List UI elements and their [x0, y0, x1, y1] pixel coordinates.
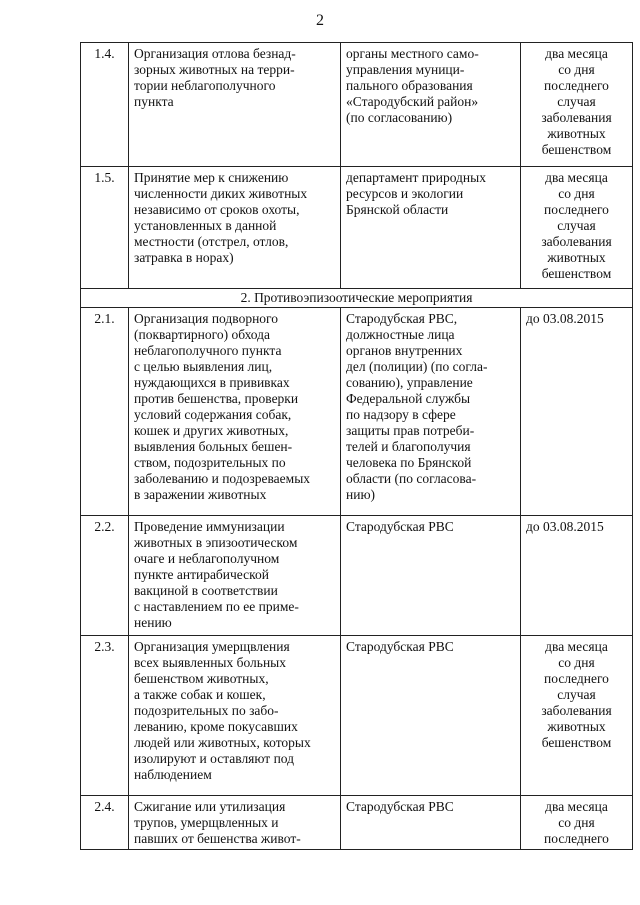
item-number-line: 2.3. [94, 639, 115, 654]
action-cell-line: с целью выявления лиц, [134, 359, 273, 374]
action-cell-line: неблагополучного пункта [134, 343, 282, 358]
deadline-cell-line: случая [557, 218, 596, 233]
action-cell-line: затравка в норах) [134, 250, 234, 265]
responsible-cell-line: департамент природных [346, 170, 486, 185]
responsible-cell-line: должностные лица [346, 327, 455, 342]
responsible-cell-line: телей и благополучия [346, 439, 471, 454]
action-cell-line: численности диких животных [134, 186, 308, 201]
action-cell-line: очаге и неблагополучном [134, 551, 280, 566]
action-cell-line: нению [134, 615, 172, 630]
responsible-cell [341, 43, 521, 167]
action-cell-line: подозрительных по забо- [134, 703, 279, 718]
responsible-cell-line: (по согласованию) [346, 110, 453, 125]
action-cell-line: независимо от сроков охоты, [134, 202, 300, 217]
deadline-cell [521, 796, 633, 850]
action-cell-line: заболеванию и подозреваемых [134, 471, 311, 486]
action-cell-line: условий содержания собак, [134, 407, 292, 422]
table-row [81, 167, 633, 289]
deadline-cell-line: до 03.08.2015 [526, 519, 604, 534]
responsible-cell-line: органы местного само- [346, 46, 479, 61]
action-cell [129, 308, 341, 516]
responsible-cell-line: Федеральной службы [346, 391, 471, 406]
deadline-cell-line: случая [557, 687, 596, 702]
measures-table [80, 42, 633, 850]
action-cell-line: кошек и других животных, [134, 423, 289, 438]
responsible-cell-line: Стародубская РВС, [346, 311, 458, 326]
item-number-line: 2.2. [94, 519, 115, 534]
action-cell-line: местности (отстрел, отлов, [134, 234, 289, 249]
action-cell-line: Организация умерщвления [134, 639, 290, 654]
responsible-cell-line: Брянской области [346, 202, 449, 217]
action-cell-line: (поквартирного) обхода [134, 327, 271, 342]
responsible-cell [341, 636, 521, 796]
deadline-cell-line: заболевания [541, 703, 612, 718]
action-cell-line: зорных животных на терри- [134, 62, 295, 77]
table-row [81, 43, 633, 167]
table-row [81, 308, 633, 516]
action-cell-line: изолируют и оставляют под [134, 751, 295, 766]
action-cell-line: пункта [134, 94, 174, 109]
responsible-cell-line: «Стародубский район» [346, 94, 479, 109]
item-number-line: 1.4. [94, 46, 115, 61]
section-title: 2. Противоэпизоотические мероприятия [81, 289, 633, 308]
action-cell-line: Сжигание или утилизация [134, 799, 286, 814]
action-cell-line: трупов, умерщвленных и [134, 815, 279, 830]
deadline-cell-line: заболевания [541, 234, 612, 249]
action-cell-line: Организация отлова безнад- [134, 46, 296, 61]
action-cell-line: Проведение иммунизации [134, 519, 285, 534]
responsible-cell [341, 167, 521, 289]
responsible-cell-line: дел (полиции) (по согла- [346, 359, 488, 374]
responsible-cell [341, 796, 521, 850]
deadline-cell-line: со дня [558, 655, 595, 670]
deadline-cell-line: последнего [544, 78, 609, 93]
deadline-cell [521, 43, 633, 167]
action-cell-line: ством, подозрительных по [134, 455, 286, 470]
action-cell-line: с наставлением по ее приме- [134, 599, 299, 614]
responsible-cell-line: нию) [346, 487, 376, 502]
action-cell-line: против бешенства, проверки [134, 391, 299, 406]
item-number-line: 2.1. [94, 311, 115, 326]
table-row [81, 516, 633, 636]
responsible-cell-line: защиты прав потреби- [346, 423, 475, 438]
deadline-cell-line: со дня [558, 186, 595, 201]
section2-rows [81, 308, 633, 850]
action-cell [129, 43, 341, 167]
responsible-cell-line: органов внутренних [346, 343, 463, 358]
action-cell-line: всех выявленных больных [134, 655, 286, 670]
responsible-cell [341, 308, 521, 516]
action-cell-line: Принятие мер к снижению [134, 170, 289, 185]
item-number-line: 2.4. [94, 799, 115, 814]
action-cell-line: наблюдением [134, 767, 212, 782]
table-row [81, 636, 633, 796]
deadline-cell-line: со дня [558, 815, 595, 830]
deadline-cell-line: до 03.08.2015 [526, 311, 604, 326]
item-number [81, 308, 129, 516]
deadline-cell-line: животных [547, 719, 606, 734]
action-cell-line: выявления больных бешен- [134, 439, 293, 454]
item-number [81, 636, 129, 796]
deadline-cell-line: случая [557, 94, 596, 109]
responsible-cell-line: Стародубская РВС [346, 799, 454, 814]
responsible-cell-line: Стародубская РВС [346, 519, 454, 534]
action-cell [129, 516, 341, 636]
action-cell-line: нуждающихся в прививках [134, 375, 290, 390]
action-cell-line: пункте антирабической [134, 567, 269, 582]
deadline-cell-line: два месяца [545, 46, 608, 61]
item-number [81, 796, 129, 850]
section-header-row [81, 289, 633, 308]
deadline-cell-line: бешенством [541, 142, 612, 157]
deadline-cell [521, 516, 633, 636]
action-cell-line: в заражении животных [134, 487, 267, 502]
deadline-cell-line: последнего [544, 831, 609, 846]
action-cell [129, 167, 341, 289]
deadline-cell-line: два месяца [545, 639, 608, 654]
action-cell-line: установленных в данной [134, 218, 277, 233]
action-cell [129, 796, 341, 850]
action-cell-line: людей или животных, которых [134, 735, 311, 750]
deadline-cell [521, 636, 633, 796]
deadline-cell-line: животных [547, 250, 606, 265]
item-number-line: 1.5. [94, 170, 115, 185]
item-number [81, 167, 129, 289]
deadline-cell [521, 308, 633, 516]
item-number [81, 43, 129, 167]
action-cell-line: бешенством животных, [134, 671, 269, 686]
table-row [81, 796, 633, 850]
deadline-cell [521, 167, 633, 289]
action-cell-line: леванию, кроме покусавших [134, 719, 298, 734]
action-cell-line: тории неблагополучного [134, 78, 276, 93]
action-cell [129, 636, 341, 796]
responsible-cell-line: человека по Брянской [346, 455, 472, 470]
item-number [81, 516, 129, 636]
deadline-cell-line: бешенством [541, 266, 612, 281]
deadline-cell-line: два месяца [545, 170, 608, 185]
deadline-cell-line: бешенством [541, 735, 612, 750]
page-number: 2 [316, 12, 324, 29]
responsible-cell-line: ресурсов и экологии [346, 186, 464, 201]
deadline-cell-line: со дня [558, 62, 595, 77]
responsible-cell-line: Стародубская РВС [346, 639, 454, 654]
action-cell-line: павших от бешенства живот- [134, 831, 301, 846]
responsible-cell [341, 516, 521, 636]
responsible-cell-line: по надзору в сфере [346, 407, 456, 422]
responsible-cell-line: пального образования [346, 78, 473, 93]
deadline-cell-line: животных [547, 126, 606, 141]
action-cell-line: Организация подворного [134, 311, 278, 326]
responsible-cell-line: области (по согласова- [346, 471, 477, 486]
deadline-cell-line: последнего [544, 671, 609, 686]
section1-rows [81, 43, 633, 289]
action-cell-line: а также собак и кошек, [134, 687, 266, 702]
action-cell-line: животных в эпизоотическом [134, 535, 298, 550]
deadline-cell-line: два месяца [545, 799, 608, 814]
responsible-cell-line: управления муници- [346, 62, 465, 77]
deadline-cell-line: заболевания [541, 110, 612, 125]
responsible-cell-line: сованию), управление [346, 375, 473, 390]
deadline-cell-line: последнего [544, 202, 609, 217]
action-cell-line: вакциной в соответствии [134, 583, 278, 598]
